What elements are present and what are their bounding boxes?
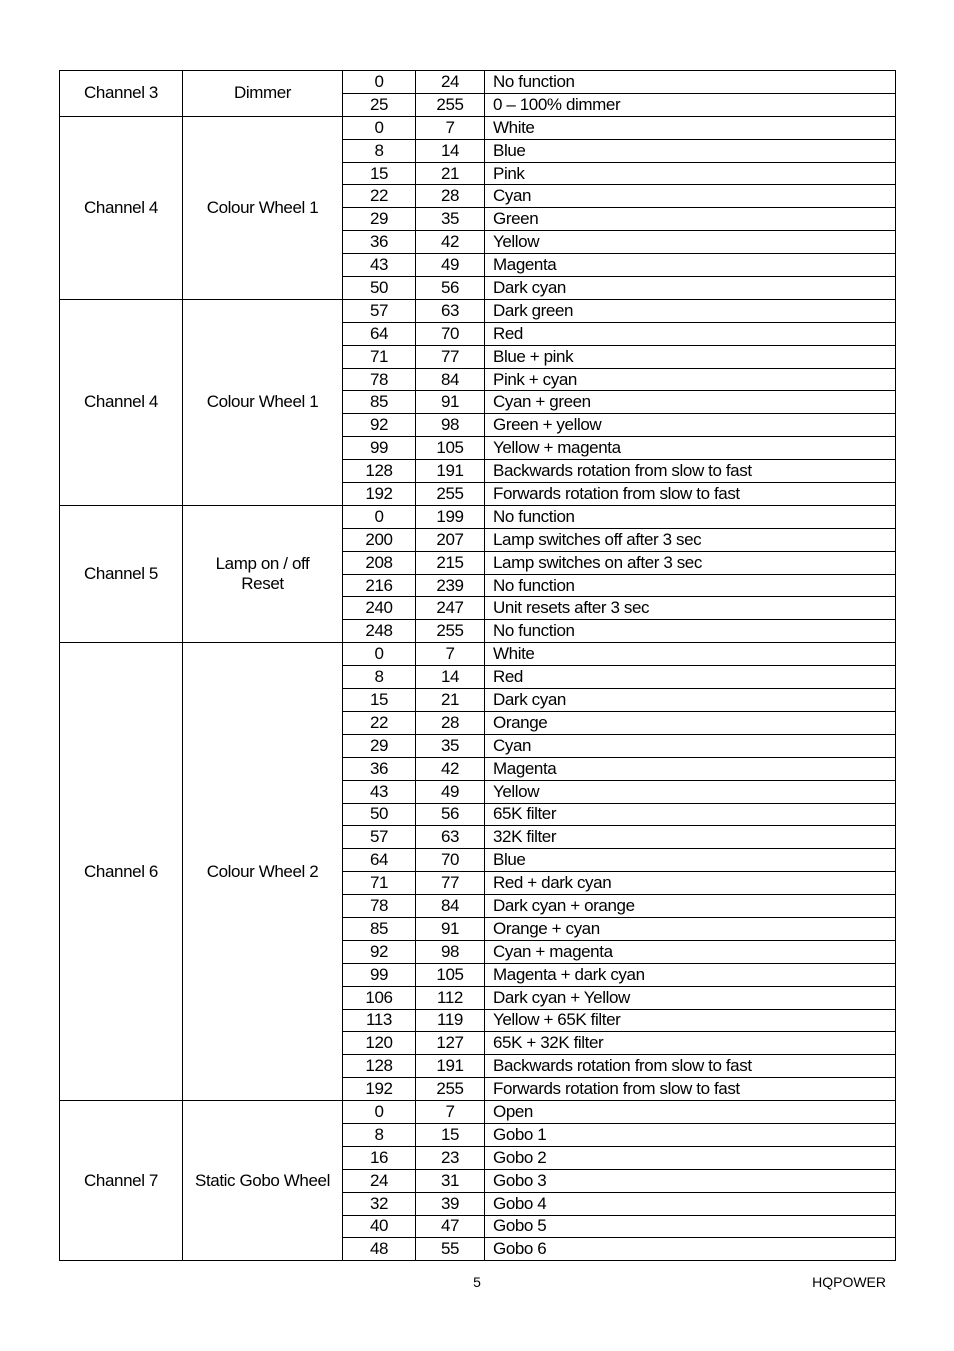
page-number: 5 <box>473 1274 481 1290</box>
dmx-high-value: 39 <box>416 1192 485 1215</box>
dmx-low-value: 128 <box>343 1055 416 1078</box>
dmx-high-value: 49 <box>416 254 485 277</box>
dmx-high-value: 77 <box>416 345 485 368</box>
dmx-low-value: 99 <box>343 437 416 460</box>
dmx-low-value: 78 <box>343 368 416 391</box>
dmx-low-value: 22 <box>343 185 416 208</box>
dmx-high-value: 247 <box>416 597 485 620</box>
dmx-high-value: 7 <box>416 1101 485 1124</box>
dmx-high-value: 35 <box>416 734 485 757</box>
dmx-high-value: 105 <box>416 963 485 986</box>
dmx-low-value: 240 <box>343 597 416 620</box>
function-label: Lamp on / off <box>215 554 310 574</box>
dmx-low-value: 200 <box>343 528 416 551</box>
dmx-high-value: 14 <box>416 139 485 162</box>
function-description: No function <box>485 620 896 643</box>
dmx-low-value: 8 <box>343 666 416 689</box>
function-description: Yellow + 65K filter <box>485 1009 896 1032</box>
dmx-high-value: 255 <box>416 483 485 506</box>
function-description: Red + dark cyan <box>485 872 896 895</box>
dmx-low-value: 248 <box>343 620 416 643</box>
dmx-high-value: 7 <box>416 643 485 666</box>
dmx-high-value: 255 <box>416 620 485 643</box>
function-description: Blue + pink <box>485 345 896 368</box>
function-description: Cyan + magenta <box>485 940 896 963</box>
dmx-high-value: 127 <box>416 1032 485 1055</box>
dmx-high-value: 21 <box>416 162 485 185</box>
function-description: Yellow <box>485 231 896 254</box>
dmx-low-value: 0 <box>343 505 416 528</box>
dmx-high-value: 91 <box>416 917 485 940</box>
dmx-low-value: 92 <box>343 940 416 963</box>
function-description: 65K filter <box>485 803 896 826</box>
dmx-high-value: 56 <box>416 803 485 826</box>
function-description: Dark cyan <box>485 277 896 300</box>
dmx-low-value: 0 <box>343 116 416 139</box>
dmx-high-value: 31 <box>416 1169 485 1192</box>
function-label: Reset <box>241 574 284 594</box>
table-row <box>60 299 896 322</box>
function-description: Backwards rotation from slow to fast <box>485 460 896 483</box>
dmx-low-value: 36 <box>343 231 416 254</box>
dmx-high-value: 15 <box>416 1123 485 1146</box>
function-description: Yellow + magenta <box>485 437 896 460</box>
function-description: Blue <box>485 139 896 162</box>
dmx-low-value: 64 <box>343 322 416 345</box>
dmx-low-value: 48 <box>343 1238 416 1261</box>
function-description: Backwards rotation from slow to fast <box>485 1055 896 1078</box>
function-description: Unit resets after 3 sec <box>485 597 896 620</box>
table-row <box>60 116 896 139</box>
dmx-high-value: 63 <box>416 826 485 849</box>
dmx-low-value: 8 <box>343 1123 416 1146</box>
dmx-high-value: 239 <box>416 574 485 597</box>
function-description: 65K + 32K filter <box>485 1032 896 1055</box>
dmx-high-value: 91 <box>416 391 485 414</box>
function-description: Dark cyan + Yellow <box>485 986 896 1009</box>
dmx-high-value: 49 <box>416 780 485 803</box>
function-description: No function <box>485 574 896 597</box>
dmx-low-value: 24 <box>343 1169 416 1192</box>
function-description: Magenta <box>485 254 896 277</box>
function-cell <box>183 116 343 299</box>
function-description: Forwards rotation from slow to fast <box>485 483 896 506</box>
dmx-low-value: 192 <box>343 1078 416 1101</box>
dmx-high-value: 28 <box>416 185 485 208</box>
function-label: Colour Wheel 1 <box>206 392 319 412</box>
dmx-low-value: 99 <box>343 963 416 986</box>
function-description: Dark green <box>485 299 896 322</box>
dmx-channel-table <box>59 70 896 1261</box>
dmx-low-value: 92 <box>343 414 416 437</box>
channel-cell: Channel 7 <box>60 1101 183 1261</box>
dmx-low-value: 85 <box>343 391 416 414</box>
function-description: Cyan <box>485 185 896 208</box>
function-description: Open <box>485 1101 896 1124</box>
dmx-low-value: 0 <box>343 643 416 666</box>
dmx-high-value: 105 <box>416 437 485 460</box>
function-description: White <box>485 116 896 139</box>
function-cell <box>183 1101 343 1261</box>
dmx-high-value: 215 <box>416 551 485 574</box>
dmx-high-value: 84 <box>416 368 485 391</box>
function-description: Magenta + dark cyan <box>485 963 896 986</box>
dmx-low-value: 50 <box>343 803 416 826</box>
function-label: Colour Wheel 2 <box>206 861 319 881</box>
function-description: Blue <box>485 849 896 872</box>
function-description: Gobo 1 <box>485 1123 896 1146</box>
dmx-low-value: 16 <box>343 1146 416 1169</box>
dmx-low-value: 43 <box>343 254 416 277</box>
function-description: Gobo 2 <box>485 1146 896 1169</box>
dmx-low-value: 43 <box>343 780 416 803</box>
dmx-low-value: 216 <box>343 574 416 597</box>
function-cell <box>183 71 343 117</box>
dmx-low-value: 22 <box>343 711 416 734</box>
dmx-high-value: 84 <box>416 895 485 918</box>
function-label: Static Gobo Wheel <box>195 1170 330 1190</box>
table-row <box>60 1101 896 1124</box>
function-description: Dark cyan + orange <box>485 895 896 918</box>
function-description: Green <box>485 208 896 231</box>
channel-cell: Channel 4 <box>60 116 183 299</box>
function-description: Lamp switches on after 3 sec <box>485 551 896 574</box>
function-description: Gobo 5 <box>485 1215 896 1238</box>
function-label: Dimmer <box>233 83 292 103</box>
function-description: Red <box>485 322 896 345</box>
table-row <box>60 71 896 94</box>
dmx-low-value: 29 <box>343 734 416 757</box>
dmx-high-value: 55 <box>416 1238 485 1261</box>
channel-cell: Channel 3 <box>60 71 183 117</box>
dmx-low-value: 50 <box>343 277 416 300</box>
dmx-high-value: 42 <box>416 757 485 780</box>
dmx-high-value: 56 <box>416 277 485 300</box>
function-description: 32K filter <box>485 826 896 849</box>
dmx-low-value: 0 <box>343 71 416 94</box>
dmx-low-value: 25 <box>343 93 416 116</box>
table-row <box>60 505 896 528</box>
dmx-high-value: 47 <box>416 1215 485 1238</box>
dmx-low-value: 71 <box>343 872 416 895</box>
dmx-high-value: 112 <box>416 986 485 1009</box>
dmx-high-value: 98 <box>416 414 485 437</box>
dmx-low-value: 8 <box>343 139 416 162</box>
dmx-high-value: 21 <box>416 689 485 712</box>
function-cell <box>183 505 343 642</box>
function-description: Magenta <box>485 757 896 780</box>
dmx-high-value: 70 <box>416 322 485 345</box>
channel-cell: Channel 5 <box>60 505 183 642</box>
dmx-low-value: 78 <box>343 895 416 918</box>
dmx-low-value: 64 <box>343 849 416 872</box>
footer-brand: HQPOWER <box>812 1274 886 1290</box>
dmx-high-value: 199 <box>416 505 485 528</box>
dmx-low-value: 57 <box>343 826 416 849</box>
function-description: Pink + cyan <box>485 368 896 391</box>
channel-cell: Channel 6 <box>60 643 183 1101</box>
dmx-high-value: 7 <box>416 116 485 139</box>
dmx-high-value: 63 <box>416 299 485 322</box>
dmx-low-value: 106 <box>343 986 416 1009</box>
dmx-high-value: 119 <box>416 1009 485 1032</box>
dmx-low-value: 29 <box>343 208 416 231</box>
function-description: Gobo 4 <box>485 1192 896 1215</box>
function-cell <box>183 643 343 1101</box>
dmx-high-value: 207 <box>416 528 485 551</box>
dmx-low-value: 40 <box>343 1215 416 1238</box>
dmx-low-value: 128 <box>343 460 416 483</box>
dmx-high-value: 24 <box>416 71 485 94</box>
dmx-low-value: 15 <box>343 162 416 185</box>
function-description: Orange + cyan <box>485 917 896 940</box>
function-description: No function <box>485 505 896 528</box>
function-description: Gobo 3 <box>485 1169 896 1192</box>
dmx-table-body <box>60 71 896 1261</box>
function-description: Dark cyan <box>485 689 896 712</box>
dmx-low-value: 57 <box>343 299 416 322</box>
dmx-high-value: 191 <box>416 1055 485 1078</box>
function-description: Yellow <box>485 780 896 803</box>
function-label: Colour Wheel 1 <box>206 197 319 217</box>
function-description: No function <box>485 71 896 94</box>
dmx-low-value: 192 <box>343 483 416 506</box>
dmx-low-value: 208 <box>343 551 416 574</box>
dmx-low-value: 36 <box>343 757 416 780</box>
function-description: Lamp switches off after 3 sec <box>485 528 896 551</box>
function-description: Gobo 6 <box>485 1238 896 1261</box>
dmx-high-value: 255 <box>416 93 485 116</box>
dmx-high-value: 70 <box>416 849 485 872</box>
dmx-high-value: 35 <box>416 208 485 231</box>
function-description: Red <box>485 666 896 689</box>
dmx-low-value: 85 <box>343 917 416 940</box>
dmx-high-value: 42 <box>416 231 485 254</box>
function-description: White <box>485 643 896 666</box>
function-description: Pink <box>485 162 896 185</box>
dmx-low-value: 120 <box>343 1032 416 1055</box>
dmx-high-value: 191 <box>416 460 485 483</box>
function-description: Cyan <box>485 734 896 757</box>
function-description: Green + yellow <box>485 414 896 437</box>
channel-cell: Channel 4 <box>60 299 183 505</box>
dmx-low-value: 32 <box>343 1192 416 1215</box>
dmx-high-value: 14 <box>416 666 485 689</box>
dmx-low-value: 113 <box>343 1009 416 1032</box>
function-description: Orange <box>485 711 896 734</box>
dmx-low-value: 71 <box>343 345 416 368</box>
function-description: 0 – 100% dimmer <box>485 93 896 116</box>
dmx-high-value: 77 <box>416 872 485 895</box>
table-row <box>60 643 896 666</box>
dmx-high-value: 255 <box>416 1078 485 1101</box>
dmx-low-value: 0 <box>343 1101 416 1124</box>
dmx-low-value: 15 <box>343 689 416 712</box>
dmx-high-value: 28 <box>416 711 485 734</box>
dmx-high-value: 98 <box>416 940 485 963</box>
dmx-high-value: 23 <box>416 1146 485 1169</box>
function-cell <box>183 299 343 505</box>
function-description: Cyan + green <box>485 391 896 414</box>
function-description: Forwards rotation from slow to fast <box>485 1078 896 1101</box>
